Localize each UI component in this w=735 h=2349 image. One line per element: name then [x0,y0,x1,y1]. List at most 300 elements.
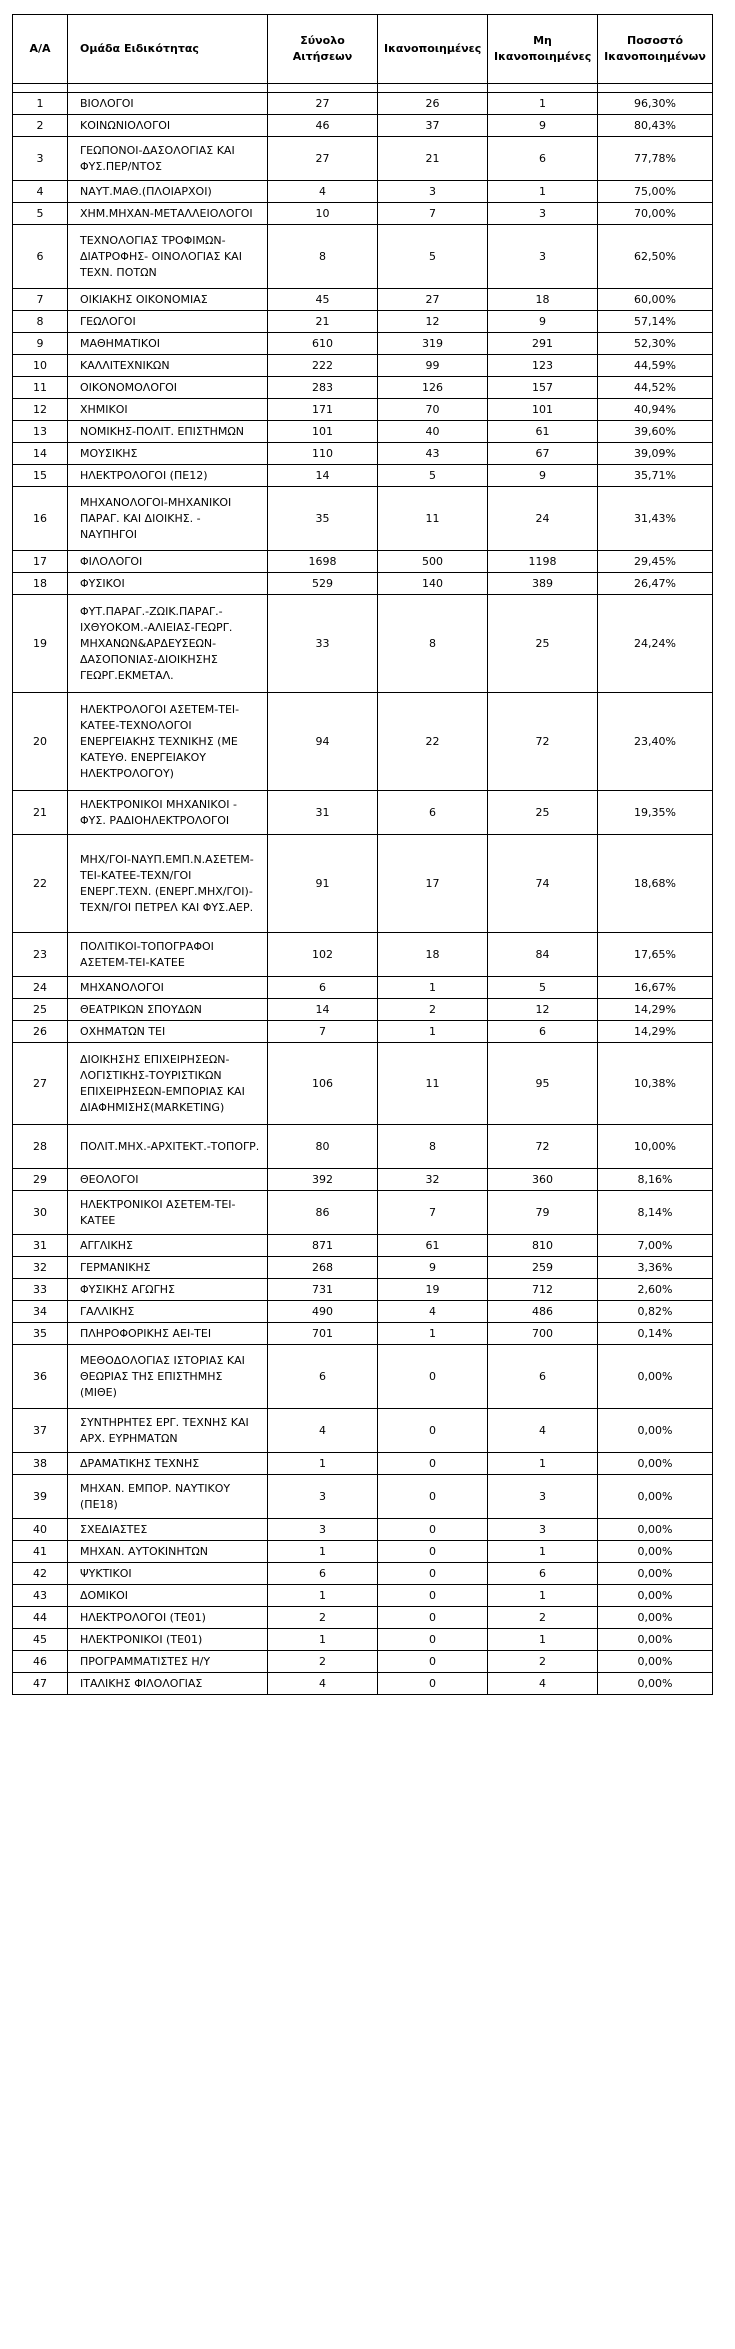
table-row [13,551,713,573]
cell-specialty: ΙΤΑΛΙΚΗΣ ΦΙΛΟΛΟΓΙΑΣ [68,1673,268,1695]
cell-percentage: 0,14% [598,1323,713,1345]
table-row [13,1585,713,1607]
cell-percentage: 0,00% [598,1519,713,1541]
cell-index: 20 [13,693,68,791]
cell-total: 35 [268,487,378,551]
table-row [13,999,713,1021]
table-row [13,933,713,977]
cell-percentage: 0,00% [598,1345,713,1409]
cell-percentage: 75,00% [598,181,713,203]
cell-satisfied: 0 [378,1585,488,1607]
cell-index: 13 [13,421,68,443]
cell-percentage: 0,00% [598,1541,713,1563]
cell-satisfied: 0 [378,1409,488,1453]
cell-index: 31 [13,1235,68,1257]
cell-specialty: ΜΗΧΑΝ. ΑΥΤΟΚΙΝΗΤΩΝ [68,1541,268,1563]
cell-specialty: ΓΕΩΠΟΝΟΙ-ΔΑΣΟΛΟΓΙΑΣ ΚΑΙ ΦΥΣ.ΠΕΡ/ΝΤΟΣ [68,137,268,181]
cell-total: 31 [268,791,378,835]
cell-total: 4 [268,1673,378,1695]
cell-index: 8 [13,311,68,333]
cell-unsatisfied: 72 [488,693,598,791]
cell-total: 102 [268,933,378,977]
cell-unsatisfied: 1 [488,181,598,203]
cell-unsatisfied: 700 [488,1323,598,1345]
cell-index: 46 [13,1651,68,1673]
cell-index: 14 [13,443,68,465]
table-row [13,137,713,181]
cell-percentage: 0,00% [598,1453,713,1475]
cell-total: 45 [268,289,378,311]
cell-unsatisfied: 5 [488,977,598,999]
table-row [13,595,713,693]
cell-total: 101 [268,421,378,443]
cell-unsatisfied: 6 [488,1563,598,1585]
cell-index: 2 [13,115,68,137]
cell-satisfied: 1 [378,1021,488,1043]
cell-percentage: 10,38% [598,1043,713,1125]
cell-unsatisfied: 9 [488,311,598,333]
cell-total: 1698 [268,551,378,573]
header-total-applications: Σύνολο Αιτήσεων [268,15,378,84]
cell-unsatisfied: 67 [488,443,598,465]
cell-specialty: ΜΗΧΑΝ. ΕΜΠΟΡ. ΝΑΥΤΙΚΟΥ (ΠΕ18) [68,1475,268,1519]
cell-specialty: ΦΥΤ.ΠΑΡΑΓ.-ΖΩΙΚ.ΠΑΡΑΓ.-ΙΧΘΥΟΚΟΜ.-ΑΛΙΕΙΑΣ-ΓΕΩΡΓ. ΜΗΧΑΝΩΝ&ΑΡΔΕΥΣΕΩΝ-ΔΑΣΟΠΟΝΙΑΣ-ΔΙΟΙΚΗΣΗΣ ΓΕΩΡΓ.ΕΚΜΕΤΑΛ. [68,595,268,693]
cell-unsatisfied: 24 [488,487,598,551]
spacer-cell [13,84,68,93]
cell-specialty: ΗΛΕΚΤΡΟΛΟΓΟΙ (ΤΕ01) [68,1607,268,1629]
header-spacer-row [13,84,713,93]
cell-specialty: ΜΟΥΣΙΚΗΣ [68,443,268,465]
cell-unsatisfied: 2 [488,1651,598,1673]
allocation-stats-table [12,14,713,1695]
cell-index: 33 [13,1279,68,1301]
cell-percentage: 60,00% [598,289,713,311]
cell-index: 38 [13,1453,68,1475]
cell-specialty: ΟΙΚΙΑΚΗΣ ΟΙΚΟΝΟΜΙΑΣ [68,289,268,311]
cell-unsatisfied: 259 [488,1257,598,1279]
table-row [13,1043,713,1125]
cell-unsatisfied: 123 [488,355,598,377]
cell-total: 529 [268,573,378,595]
cell-unsatisfied: 1 [488,93,598,115]
cell-total: 91 [268,835,378,933]
cell-index: 5 [13,203,68,225]
cell-satisfied: 19 [378,1279,488,1301]
cell-percentage: 52,30% [598,333,713,355]
cell-specialty: ΘΕΑΤΡΙΚΩΝ ΣΠΟΥΔΩΝ [68,999,268,1021]
cell-percentage: 35,71% [598,465,713,487]
cell-total: 1 [268,1585,378,1607]
header-specialty-group: Ομάδα Ειδικότητας [68,15,268,84]
table-body [13,84,713,1695]
cell-unsatisfied: 74 [488,835,598,933]
cell-total: 1 [268,1541,378,1563]
cell-percentage: 24,24% [598,595,713,693]
cell-specialty: ΣΧΕΔΙΑΣΤΕΣ [68,1519,268,1541]
cell-percentage: 0,00% [598,1475,713,1519]
table-row [13,1323,713,1345]
cell-index: 30 [13,1191,68,1235]
cell-unsatisfied: 1 [488,1453,598,1475]
table-row [13,1257,713,1279]
table-row [13,93,713,115]
cell-satisfied: 1 [378,1323,488,1345]
cell-total: 27 [268,137,378,181]
cell-unsatisfied: 4 [488,1673,598,1695]
cell-satisfied: 32 [378,1169,488,1191]
cell-satisfied: 7 [378,203,488,225]
cell-index: 10 [13,355,68,377]
cell-unsatisfied: 79 [488,1191,598,1235]
table-row [13,1651,713,1673]
cell-percentage: 40,94% [598,399,713,421]
cell-specialty: ΚΟΙΝΩΝΙΟΛΟΓΟΙ [68,115,268,137]
cell-percentage: 14,29% [598,999,713,1021]
cell-satisfied: 61 [378,1235,488,1257]
cell-specialty: ΝΑΥΤ.ΜΑΘ.(ΠΛΟΙΑΡΧΟΙ) [68,181,268,203]
cell-satisfied: 0 [378,1519,488,1541]
cell-unsatisfied: 2 [488,1607,598,1629]
cell-unsatisfied: 72 [488,1125,598,1169]
cell-percentage: 31,43% [598,487,713,551]
cell-total: 392 [268,1169,378,1191]
cell-satisfied: 319 [378,333,488,355]
cell-specialty: ΓΕΡΜΑΝΙΚΗΣ [68,1257,268,1279]
cell-satisfied: 11 [378,487,488,551]
cell-total: 14 [268,465,378,487]
cell-satisfied: 18 [378,933,488,977]
table-row [13,977,713,999]
cell-percentage: 8,16% [598,1169,713,1191]
cell-specialty: ΔΡΑΜΑΤΙΚΗΣ ΤΕΧΝΗΣ [68,1453,268,1475]
cell-satisfied: 26 [378,93,488,115]
spacer-cell [598,84,713,93]
cell-index: 6 [13,225,68,289]
cell-satisfied: 126 [378,377,488,399]
cell-unsatisfied: 1 [488,1541,598,1563]
cell-percentage: 8,14% [598,1191,713,1235]
cell-unsatisfied: 3 [488,1475,598,1519]
cell-percentage: 3,36% [598,1257,713,1279]
cell-total: 1 [268,1453,378,1475]
table-row [13,421,713,443]
cell-unsatisfied: 360 [488,1169,598,1191]
cell-satisfied: 99 [378,355,488,377]
cell-total: 110 [268,443,378,465]
cell-total: 6 [268,1563,378,1585]
cell-unsatisfied: 6 [488,1345,598,1409]
cell-total: 3 [268,1519,378,1541]
table-row [13,1629,713,1651]
cell-percentage: 7,00% [598,1235,713,1257]
cell-specialty: ΜΗΧ/ΓΟΙ-ΝΑΥΠ.ΕΜΠ.Ν.ΑΣΕΤΕΜ-ΤΕΙ-ΚΑΤΕΕ-ΤΕΧΝ/ΓΟΙ ΕΝΕΡΓ.ΤΕΧΝ. (ΕΝΕΡΓ.ΜΗΧ/ΓΟΙ)-ΤΕΧΝ/ΓΟΙ ΠΕΤΡΕΛ ΚΑΙ ΦΥΣ.ΑΕΡ. [68,835,268,933]
cell-index: 39 [13,1475,68,1519]
table-row [13,835,713,933]
cell-satisfied: 7 [378,1191,488,1235]
cell-index: 41 [13,1541,68,1563]
cell-specialty: ΗΛΕΚΤΡΟΝΙΚΟΙ ΑΣΕΤΕΜ-ΤΕΙ-ΚΑΤΕΕ [68,1191,268,1235]
header-index: Α/Α [13,15,68,84]
cell-unsatisfied: 291 [488,333,598,355]
table-row [13,399,713,421]
cell-index: 25 [13,999,68,1021]
cell-index: 47 [13,1673,68,1695]
cell-index: 27 [13,1043,68,1125]
table-row [13,1235,713,1257]
cell-specialty: ΠΛΗΡΟΦΟΡΙΚΗΣ ΑΕΙ-ΤΕΙ [68,1323,268,1345]
table-row [13,443,713,465]
table-row [13,573,713,595]
table-row [13,377,713,399]
cell-total: 4 [268,181,378,203]
cell-index: 16 [13,487,68,551]
cell-satisfied: 17 [378,835,488,933]
table-row [13,1409,713,1453]
cell-unsatisfied: 810 [488,1235,598,1257]
table-row [13,487,713,551]
cell-index: 40 [13,1519,68,1541]
cell-satisfied: 0 [378,1673,488,1695]
cell-satisfied: 43 [378,443,488,465]
cell-satisfied: 0 [378,1541,488,1563]
cell-specialty: ΠΡΟΓΡΑΜΜΑΤΙΣΤΕΣ Η/Υ [68,1651,268,1673]
cell-unsatisfied: 101 [488,399,598,421]
cell-specialty: ΗΛΕΚΤΡΟΝΙΚΟΙ (ΤΕ01) [68,1629,268,1651]
cell-index: 19 [13,595,68,693]
cell-unsatisfied: 389 [488,573,598,595]
cell-specialty: ΧΗΜΙΚΟΙ [68,399,268,421]
cell-satisfied: 0 [378,1453,488,1475]
cell-unsatisfied: 157 [488,377,598,399]
cell-specialty: ΠΟΛΙΤΙΚΟΙ-ΤΟΠΟΓΡΑΦΟΙ ΑΣΕΤΕΜ-ΤΕΙ-ΚΑΤΕΕ [68,933,268,977]
cell-percentage: 2,60% [598,1279,713,1301]
cell-percentage: 57,14% [598,311,713,333]
cell-specialty: ΟΙΚΟΝΟΜΟΛΟΓΟΙ [68,377,268,399]
table-row [13,203,713,225]
cell-satisfied: 0 [378,1607,488,1629]
cell-index: 15 [13,465,68,487]
spacer-cell [378,84,488,93]
cell-specialty: ΗΛΕΚΤΡΟΛΟΓΟΙ ΑΣΕΤΕΜ-ΤΕΙ-ΚΑΤΕΕ-ΤΕΧΝΟΛΟΓΟΙ ΕΝΕΡΓΕΙΑΚΗΣ ΤΕΧΝΙΚΗΣ (ΜΕ ΚΑΤΕΥΘ. ΕΝΕΡΓΕΙΑΚΟΥ ΗΛΕΚΤΡΟΛΟΓΟΥ) [68,693,268,791]
cell-specialty: ΜΗΧΑΝΟΛΟΓΟΙ [68,977,268,999]
cell-unsatisfied: 1 [488,1629,598,1651]
cell-percentage: 0,82% [598,1301,713,1323]
cell-unsatisfied: 3 [488,203,598,225]
cell-specialty: ΒΙΟΛΟΓΟΙ [68,93,268,115]
table-row [13,1169,713,1191]
cell-specialty: ΜΕΘΟΔΟΛΟΓΙΑΣ ΙΣΤΟΡΙΑΣ ΚΑΙ ΘΕΩΡΙΑΣ ΤΗΣ ΕΠΙΣΤΗΜΗΣ (ΜΙΘΕ) [68,1345,268,1409]
cell-specialty: ΚΑΛΛΙΤΕΧΝΙΚΩΝ [68,355,268,377]
table-row [13,181,713,203]
cell-percentage: 39,09% [598,443,713,465]
table-row [13,1345,713,1409]
cell-satisfied: 37 [378,115,488,137]
cell-specialty: ΔΟΜΙΚΟΙ [68,1585,268,1607]
cell-index: 9 [13,333,68,355]
cell-total: 731 [268,1279,378,1301]
cell-unsatisfied: 9 [488,115,598,137]
cell-percentage: 62,50% [598,225,713,289]
cell-percentage: 80,43% [598,115,713,137]
cell-specialty: ΟΧΗΜΑΤΩΝ ΤΕΙ [68,1021,268,1043]
cell-specialty: ΜΗΧΑΝΟΛΟΓΟΙ-ΜΗΧΑΝΙΚΟΙ ΠΑΡΑΓ. ΚΑΙ ΔΙΟΙΚΗΣ. - ΝΑΥΠΗΓΟΙ [68,487,268,551]
header-row [13,15,713,84]
cell-unsatisfied: 6 [488,137,598,181]
cell-index: 3 [13,137,68,181]
cell-percentage: 0,00% [598,1651,713,1673]
table-row [13,1541,713,1563]
cell-specialty: ΨΥΚΤΙΚΟΙ [68,1563,268,1585]
cell-index: 11 [13,377,68,399]
cell-percentage: 70,00% [598,203,713,225]
cell-index: 35 [13,1323,68,1345]
cell-total: 7 [268,1021,378,1043]
cell-total: 4 [268,1409,378,1453]
cell-total: 1 [268,1629,378,1651]
cell-satisfied: 0 [378,1345,488,1409]
cell-specialty: ΦΙΛΟΛΟΓΟΙ [68,551,268,573]
cell-index: 7 [13,289,68,311]
table-row [13,225,713,289]
cell-satisfied: 1 [378,977,488,999]
cell-index: 24 [13,977,68,999]
table-row [13,115,713,137]
cell-total: 171 [268,399,378,421]
cell-percentage: 16,67% [598,977,713,999]
cell-satisfied: 0 [378,1629,488,1651]
cell-total: 10 [268,203,378,225]
cell-index: 45 [13,1629,68,1651]
cell-satisfied: 40 [378,421,488,443]
cell-total: 871 [268,1235,378,1257]
cell-satisfied: 70 [378,399,488,421]
cell-percentage: 26,47% [598,573,713,595]
cell-percentage: 44,59% [598,355,713,377]
cell-unsatisfied: 25 [488,595,598,693]
cell-total: 46 [268,115,378,137]
table-row [13,1519,713,1541]
cell-total: 80 [268,1125,378,1169]
cell-total: 14 [268,999,378,1021]
cell-index: 18 [13,573,68,595]
cell-percentage: 39,60% [598,421,713,443]
cell-total: 3 [268,1475,378,1519]
cell-satisfied: 21 [378,137,488,181]
cell-specialty: ΓΕΩΛΟΓΟΙ [68,311,268,333]
cell-unsatisfied: 18 [488,289,598,311]
cell-percentage: 18,68% [598,835,713,933]
cell-unsatisfied: 1198 [488,551,598,573]
cell-total: 701 [268,1323,378,1345]
cell-total: 2 [268,1651,378,1673]
table-row [13,333,713,355]
cell-total: 610 [268,333,378,355]
cell-total: 283 [268,377,378,399]
cell-total: 490 [268,1301,378,1323]
cell-index: 12 [13,399,68,421]
cell-satisfied: 0 [378,1651,488,1673]
cell-satisfied: 5 [378,465,488,487]
cell-percentage: 0,00% [598,1563,713,1585]
table-row [13,1607,713,1629]
cell-index: 36 [13,1345,68,1409]
table-row [13,1279,713,1301]
cell-satisfied: 8 [378,595,488,693]
cell-index: 44 [13,1607,68,1629]
cell-satisfied: 11 [378,1043,488,1125]
cell-unsatisfied: 9 [488,465,598,487]
cell-index: 28 [13,1125,68,1169]
cell-total: 2 [268,1607,378,1629]
cell-specialty: ΜΑΘΗΜΑΤΙΚΟΙ [68,333,268,355]
cell-unsatisfied: 4 [488,1409,598,1453]
table-row [13,1563,713,1585]
cell-percentage: 19,35% [598,791,713,835]
cell-total: 86 [268,1191,378,1235]
table-row [13,1021,713,1043]
cell-index: 1 [13,93,68,115]
cell-specialty: ΑΓΓΛΙΚΗΣ [68,1235,268,1257]
cell-percentage: 96,30% [598,93,713,115]
cell-percentage: 29,45% [598,551,713,573]
cell-percentage: 0,00% [598,1607,713,1629]
table-row [13,693,713,791]
cell-total: 6 [268,977,378,999]
cell-specialty: ΤΕΧΝΟΛΟΓΙΑΣ ΤΡΟΦΙΜΩΝ-ΔΙΑΤΡΟΦΗΣ- ΟΙΝΟΛΟΓΙΑΣ ΚΑΙ ΤΕΧΝ. ΠΟΤΩΝ [68,225,268,289]
cell-total: 6 [268,1345,378,1409]
cell-percentage: 17,65% [598,933,713,977]
cell-unsatisfied: 3 [488,1519,598,1541]
cell-total: 94 [268,693,378,791]
cell-unsatisfied: 712 [488,1279,598,1301]
header-satisfied: Ικανοποιημένες [378,15,488,84]
cell-satisfied: 0 [378,1475,488,1519]
spacer-cell [68,84,268,93]
cell-percentage: 0,00% [598,1409,713,1453]
cell-specialty: ΣΥΝΤΗΡΗΤΕΣ ΕΡΓ. ΤΕΧΝΗΣ ΚΑΙ ΑΡΧ. ΕΥΡΗΜΑΤΩΝ [68,1409,268,1453]
cell-specialty: ΔΙΟΙΚΗΣΗΣ ΕΠΙΧΕΙΡΗΣΕΩΝ-ΛΟΓΙΣΤΙΚΗΣ-ΤΟΥΡΙΣΤΙΚΩΝ ΕΠΙΧΕΙΡΗΣΕΩΝ-ΕΜΠΟΡΙΑΣ ΚΑΙ ΔΙΑΦΗΜΙΣΗΣ(MARKETING) [68,1043,268,1125]
cell-unsatisfied: 95 [488,1043,598,1125]
cell-percentage: 14,29% [598,1021,713,1043]
cell-percentage: 0,00% [598,1629,713,1651]
cell-index: 4 [13,181,68,203]
cell-specialty: ΘΕΟΛΟΓΟΙ [68,1169,268,1191]
cell-index: 42 [13,1563,68,1585]
cell-specialty: ΦΥΣΙΚΟΙ [68,573,268,595]
cell-index: 37 [13,1409,68,1453]
cell-satisfied: 4 [378,1301,488,1323]
cell-satisfied: 5 [378,225,488,289]
cell-unsatisfied: 1 [488,1585,598,1607]
table-row [13,355,713,377]
cell-index: 32 [13,1257,68,1279]
cell-index: 43 [13,1585,68,1607]
table-row [13,791,713,835]
table-row [13,1301,713,1323]
cell-total: 8 [268,225,378,289]
table-row [13,311,713,333]
cell-index: 23 [13,933,68,977]
cell-specialty: ΠΟΛΙΤ.ΜΗΧ.-ΑΡΧΙΤΕΚΤ.-ΤΟΠΟΓΡ. [68,1125,268,1169]
table-row [13,1191,713,1235]
cell-unsatisfied: 6 [488,1021,598,1043]
cell-total: 33 [268,595,378,693]
spacer-cell [488,84,598,93]
cell-percentage: 0,00% [598,1673,713,1695]
header-unsatisfied: Μη Ικανοποιημένες [488,15,598,84]
cell-total: 27 [268,93,378,115]
table-row [13,289,713,311]
